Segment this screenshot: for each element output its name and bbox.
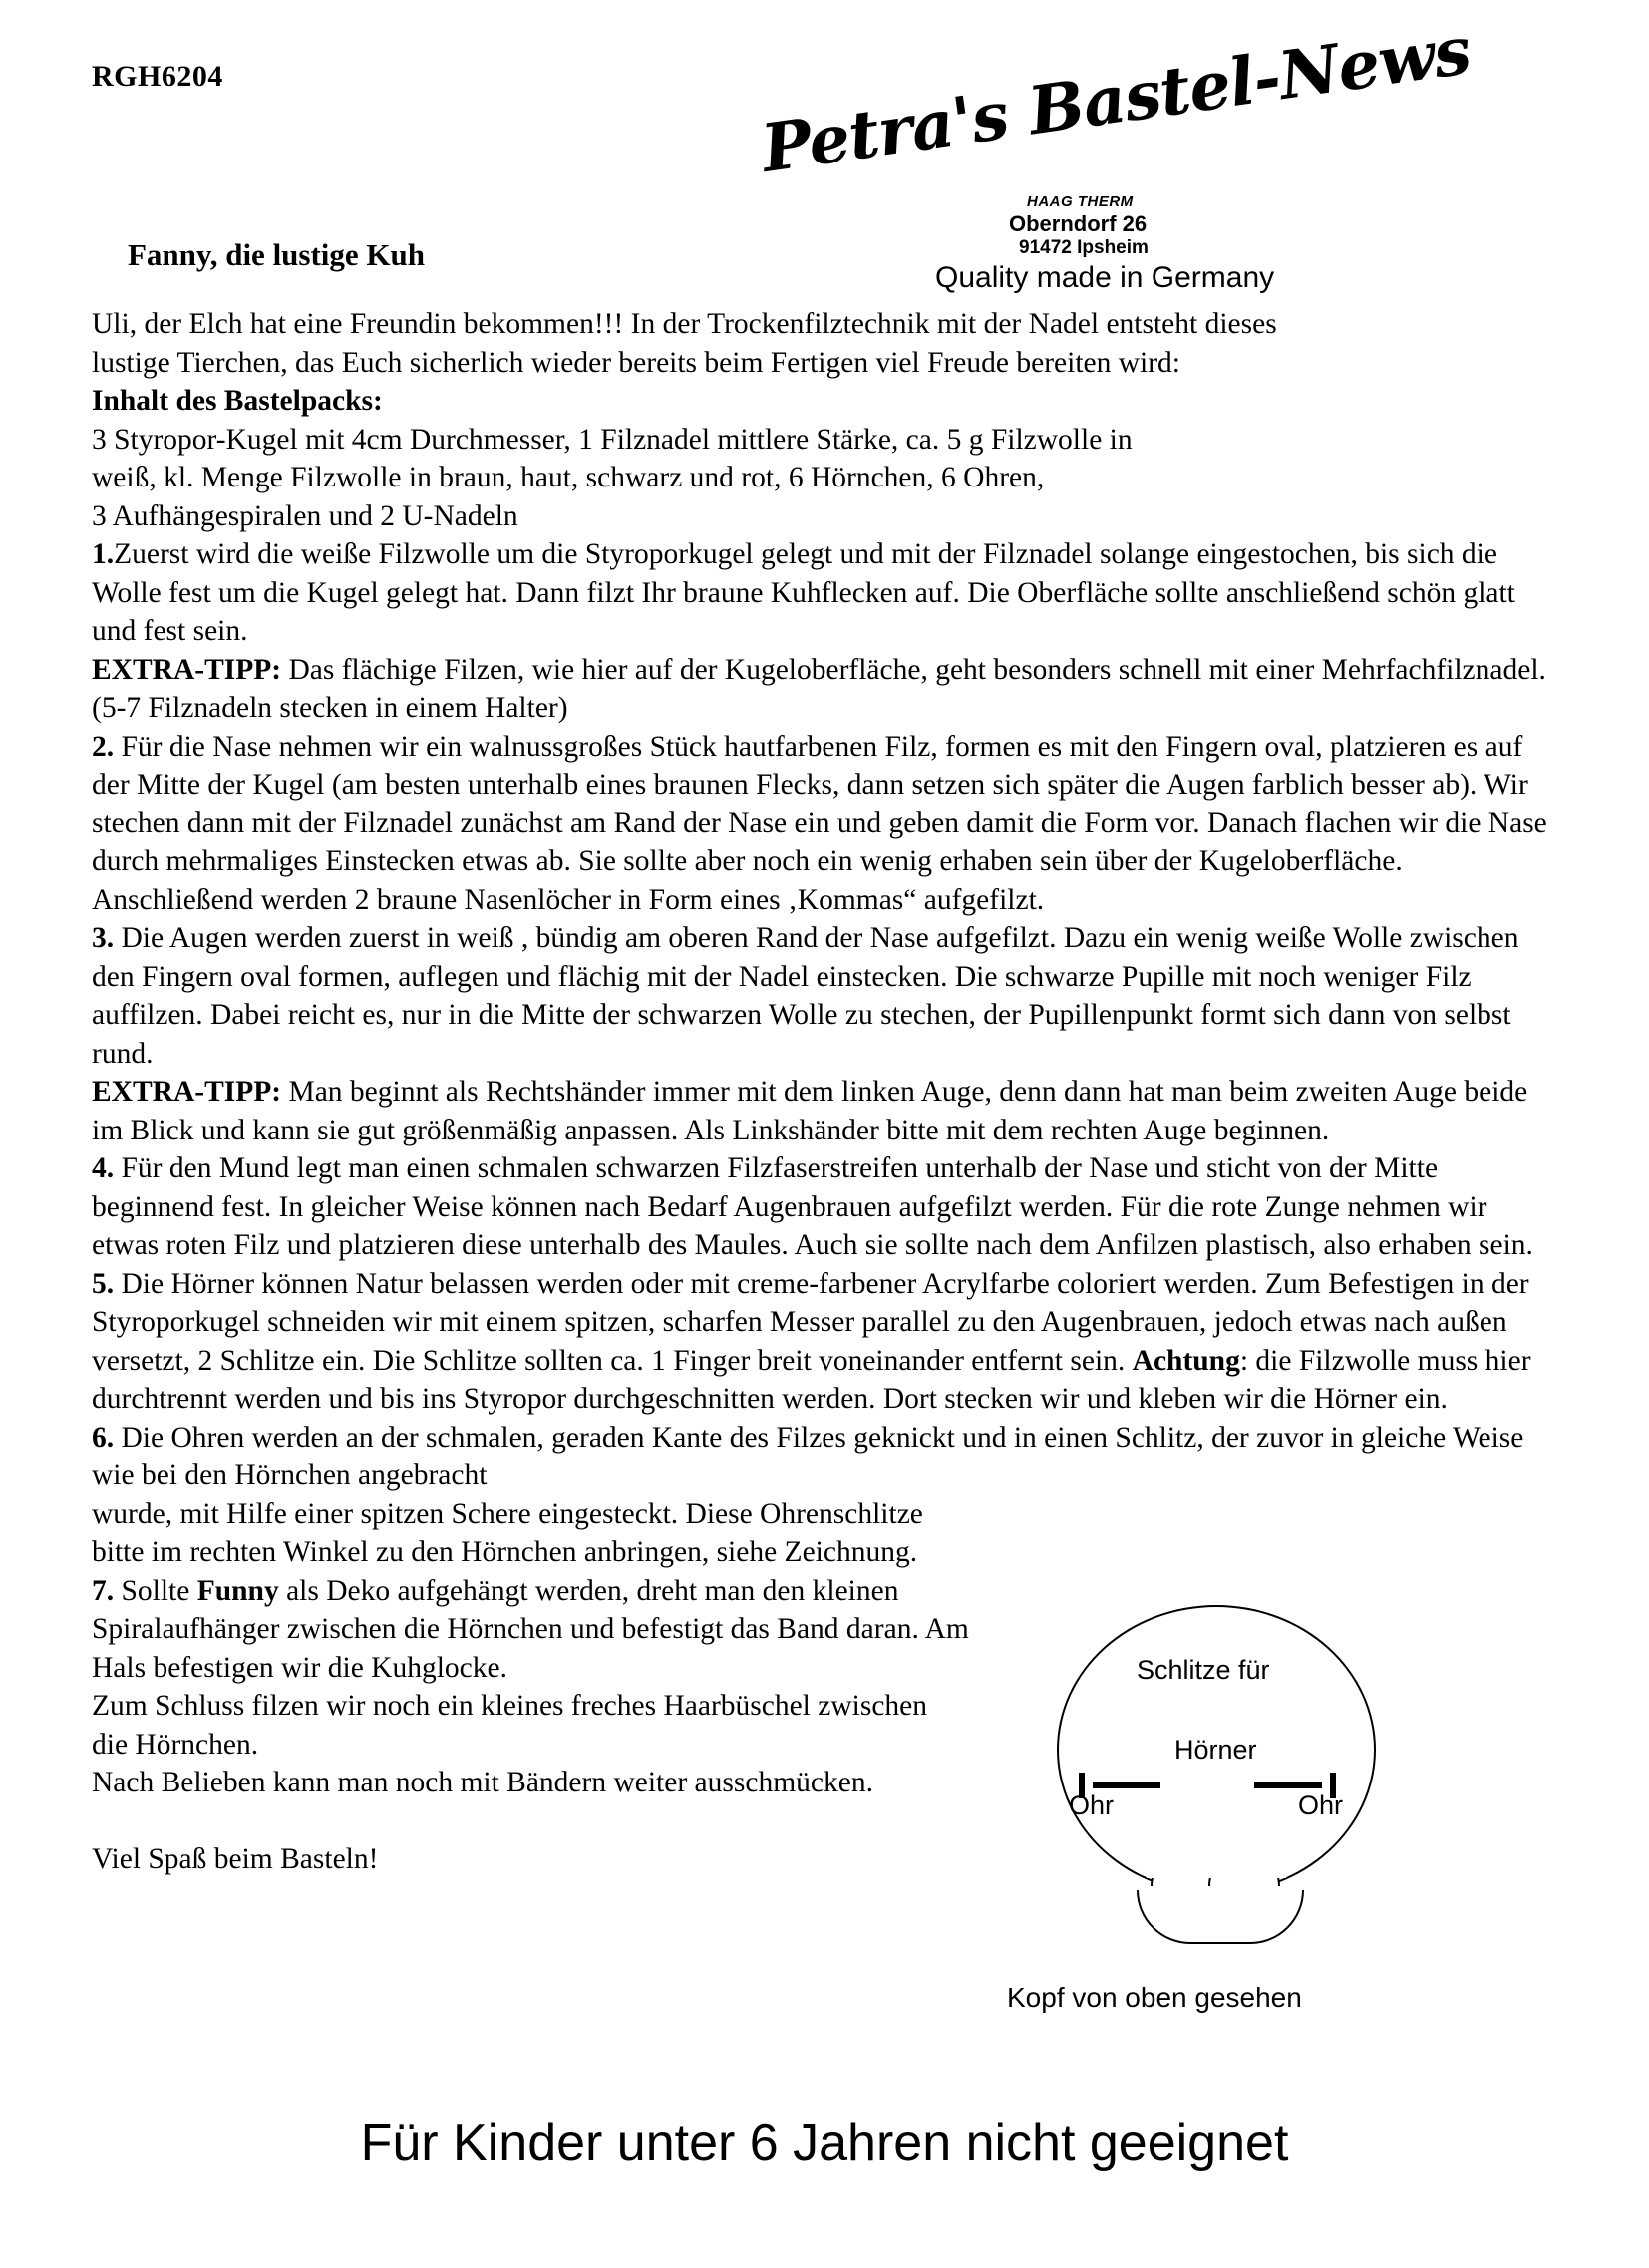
muzzle-mask-top <box>1147 1844 1286 1878</box>
head-top-view-diagram <box>1007 1595 1426 2024</box>
muzzle-mask-mid <box>1149 1886 1292 1898</box>
brand-street: Oberndorf 26 <box>1009 211 1148 236</box>
intro-line-1: Uli, der Elch hat eine Freundin bekommen!!! In der Trockenfilztechnik mit der Nadel entsteht dieses <box>92 308 1277 340</box>
step-2 <box>92 728 1557 881</box>
step-7-text-d: Nach Belieben kann man noch mit Bändern weiter ausschmücken. <box>92 1767 873 1798</box>
step-6-text-narrow: wurde, mit Hilfe einer spitzen Schere eingesteckt. Diese Ohrenschlitze bitte im rechten Winkel zu den Hörnchen anbringen, siehe Zeichnung. <box>92 1497 923 1568</box>
step-2-extra: Anschließend werden 2 braune Nasenlöcher in Form eines ‚Kommas“ aufgefilzt. <box>92 883 1045 916</box>
step-6-top <box>92 1419 1557 1495</box>
brand-tagline: Quality made in Germany <box>935 261 1275 294</box>
horn-slit-right <box>1254 1782 1322 1788</box>
step-6-number: 6. <box>92 1421 115 1454</box>
step-5-text-b: : die Filzwolle muss hier durchtrennt werden und bis ins Styropor durchgeschnitten werden. Dort stecken wir und kleben wir die Hörner ein. <box>92 1344 1531 1415</box>
contents-line-1: 3 Styropor-Kugel mit 4cm Durchmesser, 1 Filznadel mittlere Stärke, ca. 5 g Filzwolle in <box>92 423 1133 456</box>
extra-tip-1-label: EXTRA-TIPP: <box>92 653 282 686</box>
step-6-text-top: Die Ohren werden an der schmalen, geraden Kante des Filzes geknickt und in einen Schlitz, der zuvor in gleiche Weise wie bei den Hörnchen angebracht <box>92 1421 1524 1491</box>
extra-tip-1 <box>92 651 1557 728</box>
step-7-text-c: Zum Schluss filzen wir noch ein kleines freches Haarbüschel zwischen die Hörnchen. <box>92 1690 928 1761</box>
step-3-number: 3. <box>92 922 115 954</box>
diagram-label-ear-right: Ohr <box>1298 1790 1344 1820</box>
extra-tip-2-label: EXTRA-TIPP: <box>92 1076 282 1108</box>
step-5-text-a: Die Hörner können Natur belassen werden oder mit creme-farbener Acrylfarbe coloriert werden. Zum Befestigen in der Styroporkugel schneiden wir mit einem spitzen, scharfen Messer parallel zu den Augenbrauen, jedoch etwas nach außen versetzt, 2 Schlitze ein. Die Schlitze sollten ca. 1 Finger breit voneinander entfernt sein. <box>92 1267 1529 1377</box>
step-7 <box>92 1572 969 1688</box>
step-2-number: 2. <box>92 730 115 763</box>
closing-line: Viel Spaß beim Basteln! <box>92 1842 379 1875</box>
horn-slit-left <box>1093 1782 1160 1788</box>
diagram-label-ear-left: Ohr <box>1069 1790 1115 1820</box>
step-4-text: Für den Mund legt man einen schmalen schwarzen Filzfaserstreifen unterhalb der Nase und sticht von der Mitte beginnend fest. In gleicher Weise können nach Bedarf Augenbrauen aufgefilzt werden. Für die rote Zunge nehmen wir etwas roten Filz und platzieren diese unterhalb des Maules. Auch sie sollte nach dem Anfilzen plastisch, also erhaben sein. <box>92 1152 1533 1261</box>
contents-line-2: weiß, kl. Menge Filzwolle in braun, haut, schwarz und rot, 6 Hörnchen, 6 Ohren, <box>92 462 1045 493</box>
diagram-label-horns: Hörner <box>1174 1735 1257 1765</box>
diagram-caption: Kopf von oben gesehen <box>1007 1982 1302 2013</box>
article-code: RGH6204 <box>92 60 223 93</box>
extra-tip-1-text: Das flächige Filzen, wie hier auf der Kugeloberfläche, geht besonders schnell mit einer Mehrfachfilznadel. (5-7 Filznadeln stecken in einem Halter) <box>92 653 1546 724</box>
step-3 <box>92 919 1557 1073</box>
step-1-number: 1. <box>92 538 115 570</box>
muzzle-lower-outline <box>1137 1890 1304 1944</box>
extra-tip-2 <box>92 1073 1557 1149</box>
step-5-bold-word: Achtung <box>1132 1344 1240 1377</box>
step-7-bold-word: Funny <box>196 1574 279 1607</box>
diagram-label-slits: Schlitze für <box>1137 1655 1270 1685</box>
step-7-number: 7. <box>92 1574 115 1607</box>
intro-line-2: lustige Tierchen, das Euch sicherlich wieder bereits beim Fertigen viel Freude bereiten wird: <box>92 346 1181 379</box>
step-7-text-b: als Deko aufgehängt werden, dreht man den kleinen Spiralaufhänger zwischen die Hörnchen und befestigt das Band daran. Am Hals befestigen wir die Kuhglocke. <box>92 1574 969 1684</box>
extra-tip-2-text: Man beginnt als Rechtshänder immer mit dem linken Auge, denn dann hat man beim zweiten Auge beide im Blick und kann sie gut größenmäßig anpassen. Als Linkshänder bitte mit dem rechten Auge beginnen. <box>92 1076 1528 1146</box>
step-5 <box>92 1265 1557 1419</box>
age-warning: Für Kinder unter 6 Jahren nicht geeignet <box>360 2114 1289 2172</box>
step-1-text: Zuerst wird die weiße Filzwolle um die Styroporkugel gelegt und mit der Filznadel solange eingestochen, bis sich die Wolle fest um die Kugel gelegt hat. Dann filzt Ihr braune Kuhflecken auf. Die Oberfläche sollte anschließend schön glatt und fest sein. <box>92 538 1515 647</box>
contents-line-3: 3 Aufhängespiralen und 2 U-Nadeln <box>92 499 518 532</box>
brand-company: HAAG THERM <box>1027 193 1134 210</box>
contents-heading: Inhalt des Bastelpacks: <box>92 385 383 417</box>
brand-logo <box>757 11 1495 294</box>
step-4-number: 4. <box>92 1152 115 1184</box>
brand-city: 91472 Ipsheim <box>1019 237 1149 258</box>
brand-script-text: Petra's Bastel-News <box>757 11 1476 187</box>
page-title: Fanny, die lustige Kuh <box>128 237 426 272</box>
step-7-text-a: Sollte <box>114 1574 197 1607</box>
step-5-number: 5. <box>92 1267 115 1300</box>
step-2-text: Für die Nase nehmen wir ein walnussgroßes Stück hautfarbenen Filz, formen es mit den Fingern oval, platzieren es auf der Mitte der Kugel (am besten unterhalb eines braunen Flecks, dann setzen sich später die Augen farblich besser ab). Wir stechen dann mit der Filznadel zunächst am Rand der Nase ein und geben damit die Form vor. Danach flachen wir die Nase durch mehrmaliges Einstecken etwas ab. Sie sollte aber noch ein wenig erhaben sein über der Kugeloberfläche. <box>92 730 1547 877</box>
step-3-text: Die Augen werden zuerst in weiß , bündig am oberen Rand der Nase aufgefilzt. Dazu ein wenig weiße Wolle zwischen den Fingern oval formen, auflegen und flächig mit der Nadel einstecken. Die schwarze Pupille mit noch weniger Filz auffilzen. Dabei reicht es, nur in die Mitte der schwarzen Wolle zu stechen, der Pupillenpunkt formt sich dann von selbst rund. <box>92 922 1519 1070</box>
step-4 <box>92 1149 1557 1265</box>
step-1 <box>92 535 1557 651</box>
